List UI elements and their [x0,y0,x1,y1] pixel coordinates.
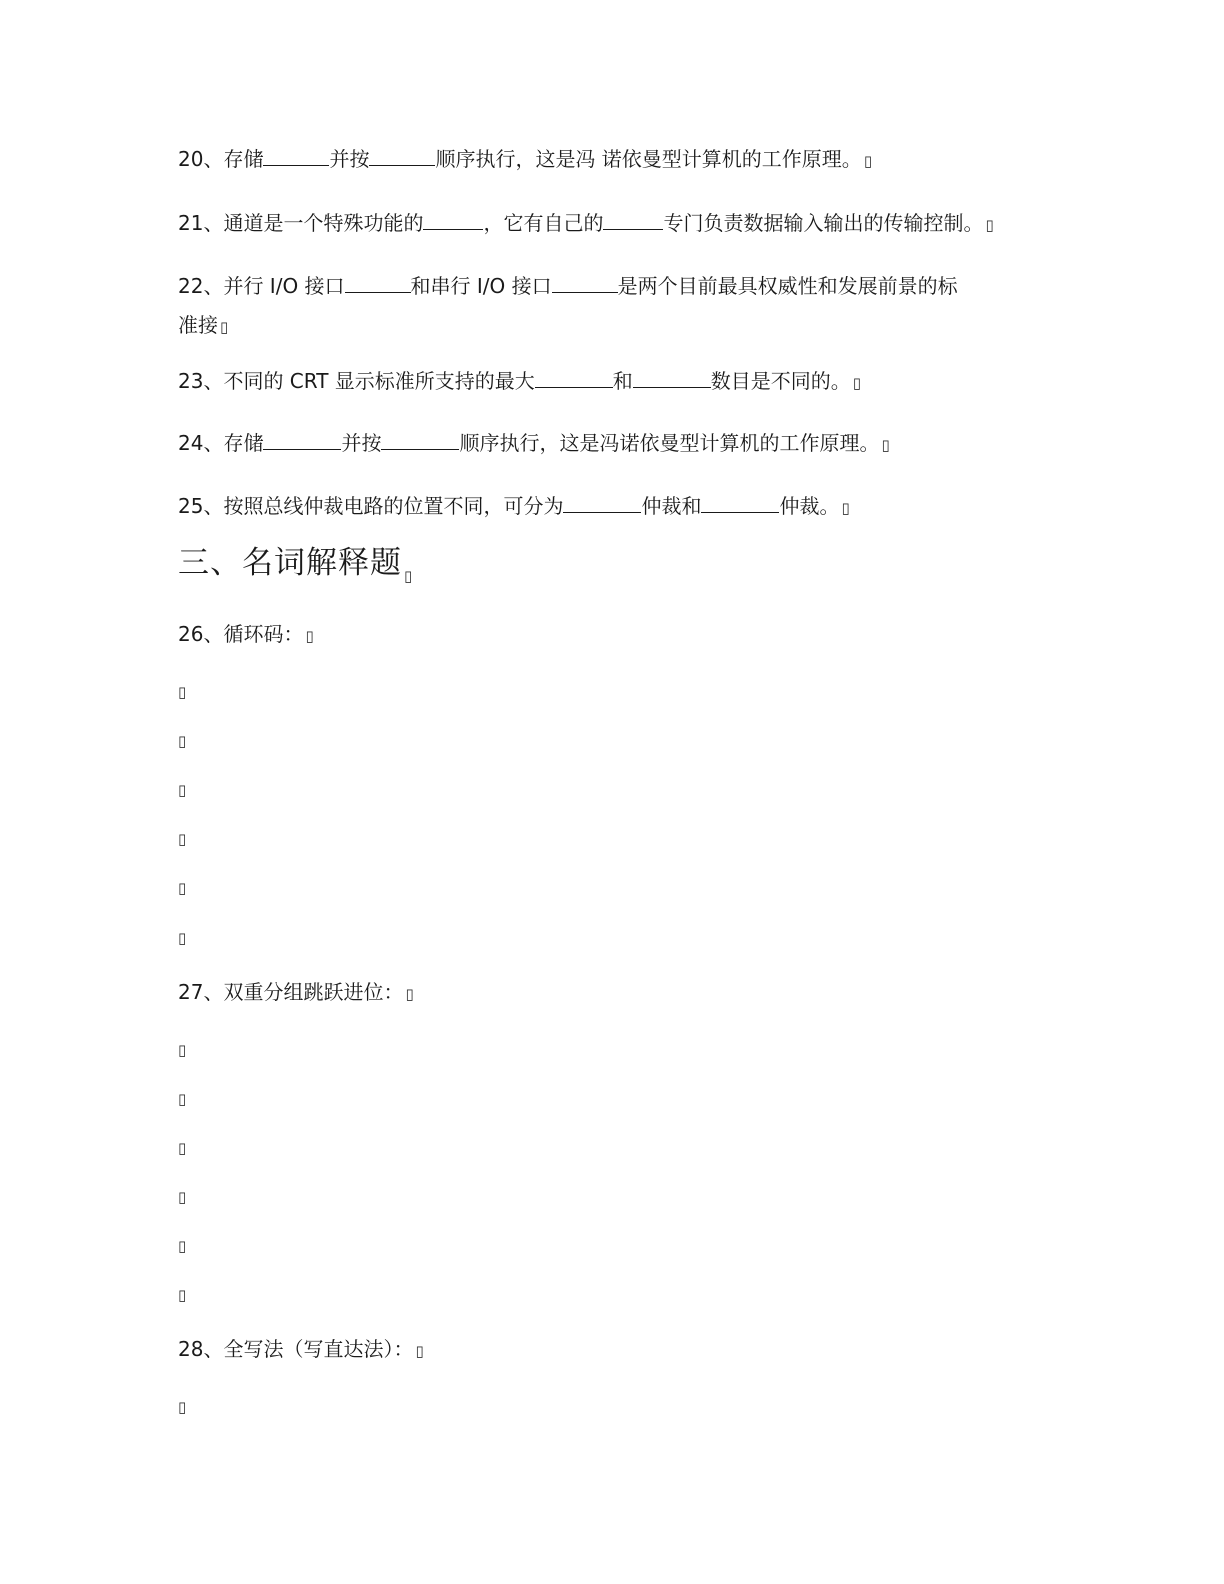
empty-line-mark-icon: ▯ [178,683,187,701]
answer-blank[interactable] [535,365,613,388]
empty-line-mark-icon: ▯ [178,1139,187,1157]
empty-line-mark-icon: ▯ [178,1286,187,1304]
empty-line-mark-icon: ▯ [178,879,187,897]
paragraph-mark-icon: ▯ [405,985,414,1003]
paragraph-mark-icon: ▯ [415,1342,424,1360]
answer-blank[interactable] [369,143,435,166]
question-22-continued: 准接 ▯ [178,313,229,337]
term-26: 26、循环码： ▯ [178,622,314,646]
question-23: 23、不同的 CRT 显示标准所支持的最大 和 数目是不同的。 ▯ [178,365,861,397]
empty-line-mark-icon: ▯ [178,1188,187,1206]
answer-blank[interactable] [603,207,663,230]
empty-line-mark-icon: ▯ [178,830,187,848]
answer-blank[interactable] [633,365,711,388]
paragraph-mark-icon: ▯ [881,436,890,454]
empty-line-mark-icon: ▯ [178,1237,187,1255]
question-20: 20、存储 并按 顺序执行，这是冯 诺依曼型计算机的工作原理。 ▯ [178,143,872,175]
question-25: 25、按照总线仲裁电路的位置不同，可分为 仲裁和 仲裁。 ▯ [178,490,850,522]
section-heading: 三、名词解释题 $_▯$ [178,545,414,585]
answer-blank[interactable] [345,270,411,293]
question-21: 21、通道是一个特殊功能的 ，它有自己的 专门负责数据输入输出的传输控制。 ▯ [178,207,994,239]
paragraph-mark-icon: ▯ [305,627,314,645]
paragraph-mark-icon: ▯ [863,152,873,170]
paragraph-mark-icon: ▯ [852,374,862,392]
term-28: 28、全写法（写直达法）： ▯ [178,1337,424,1361]
answer-blank[interactable] [701,490,779,513]
paragraph-mark-icon: ▯ [220,318,229,336]
paragraph-mark-icon: ▯ [985,216,994,234]
question-22: 22、并行 I/O 接口 和串行 I/O 接口 是两个目前最具权威性和发展前景的标 [178,270,958,300]
empty-line-mark-icon: ▯ [178,781,187,799]
paragraph-mark-icon: ▯ [841,499,850,517]
term-27: 27、双重分组跳跃进位： ▯ [178,980,414,1004]
question-24: 24、存储 并按 顺序执行，这是冯诺依曼型计算机的工作原理。 ▯ [178,427,890,459]
empty-line-mark-icon: ▯ [178,1090,187,1108]
answer-blank[interactable] [423,207,483,230]
empty-line-mark-icon: ▯ [178,1041,187,1059]
empty-line-mark-icon: ▯ [178,732,187,750]
empty-line-mark-icon: ▯ [178,929,187,947]
answer-blank[interactable] [552,270,618,293]
paragraph-mark-icon: ▯ [404,567,414,585]
answer-blank[interactable] [263,143,329,166]
answer-blank[interactable] [381,427,459,450]
answer-blank[interactable] [563,490,641,513]
empty-line-mark-icon: ▯ [178,1398,187,1416]
answer-blank[interactable] [263,427,341,450]
